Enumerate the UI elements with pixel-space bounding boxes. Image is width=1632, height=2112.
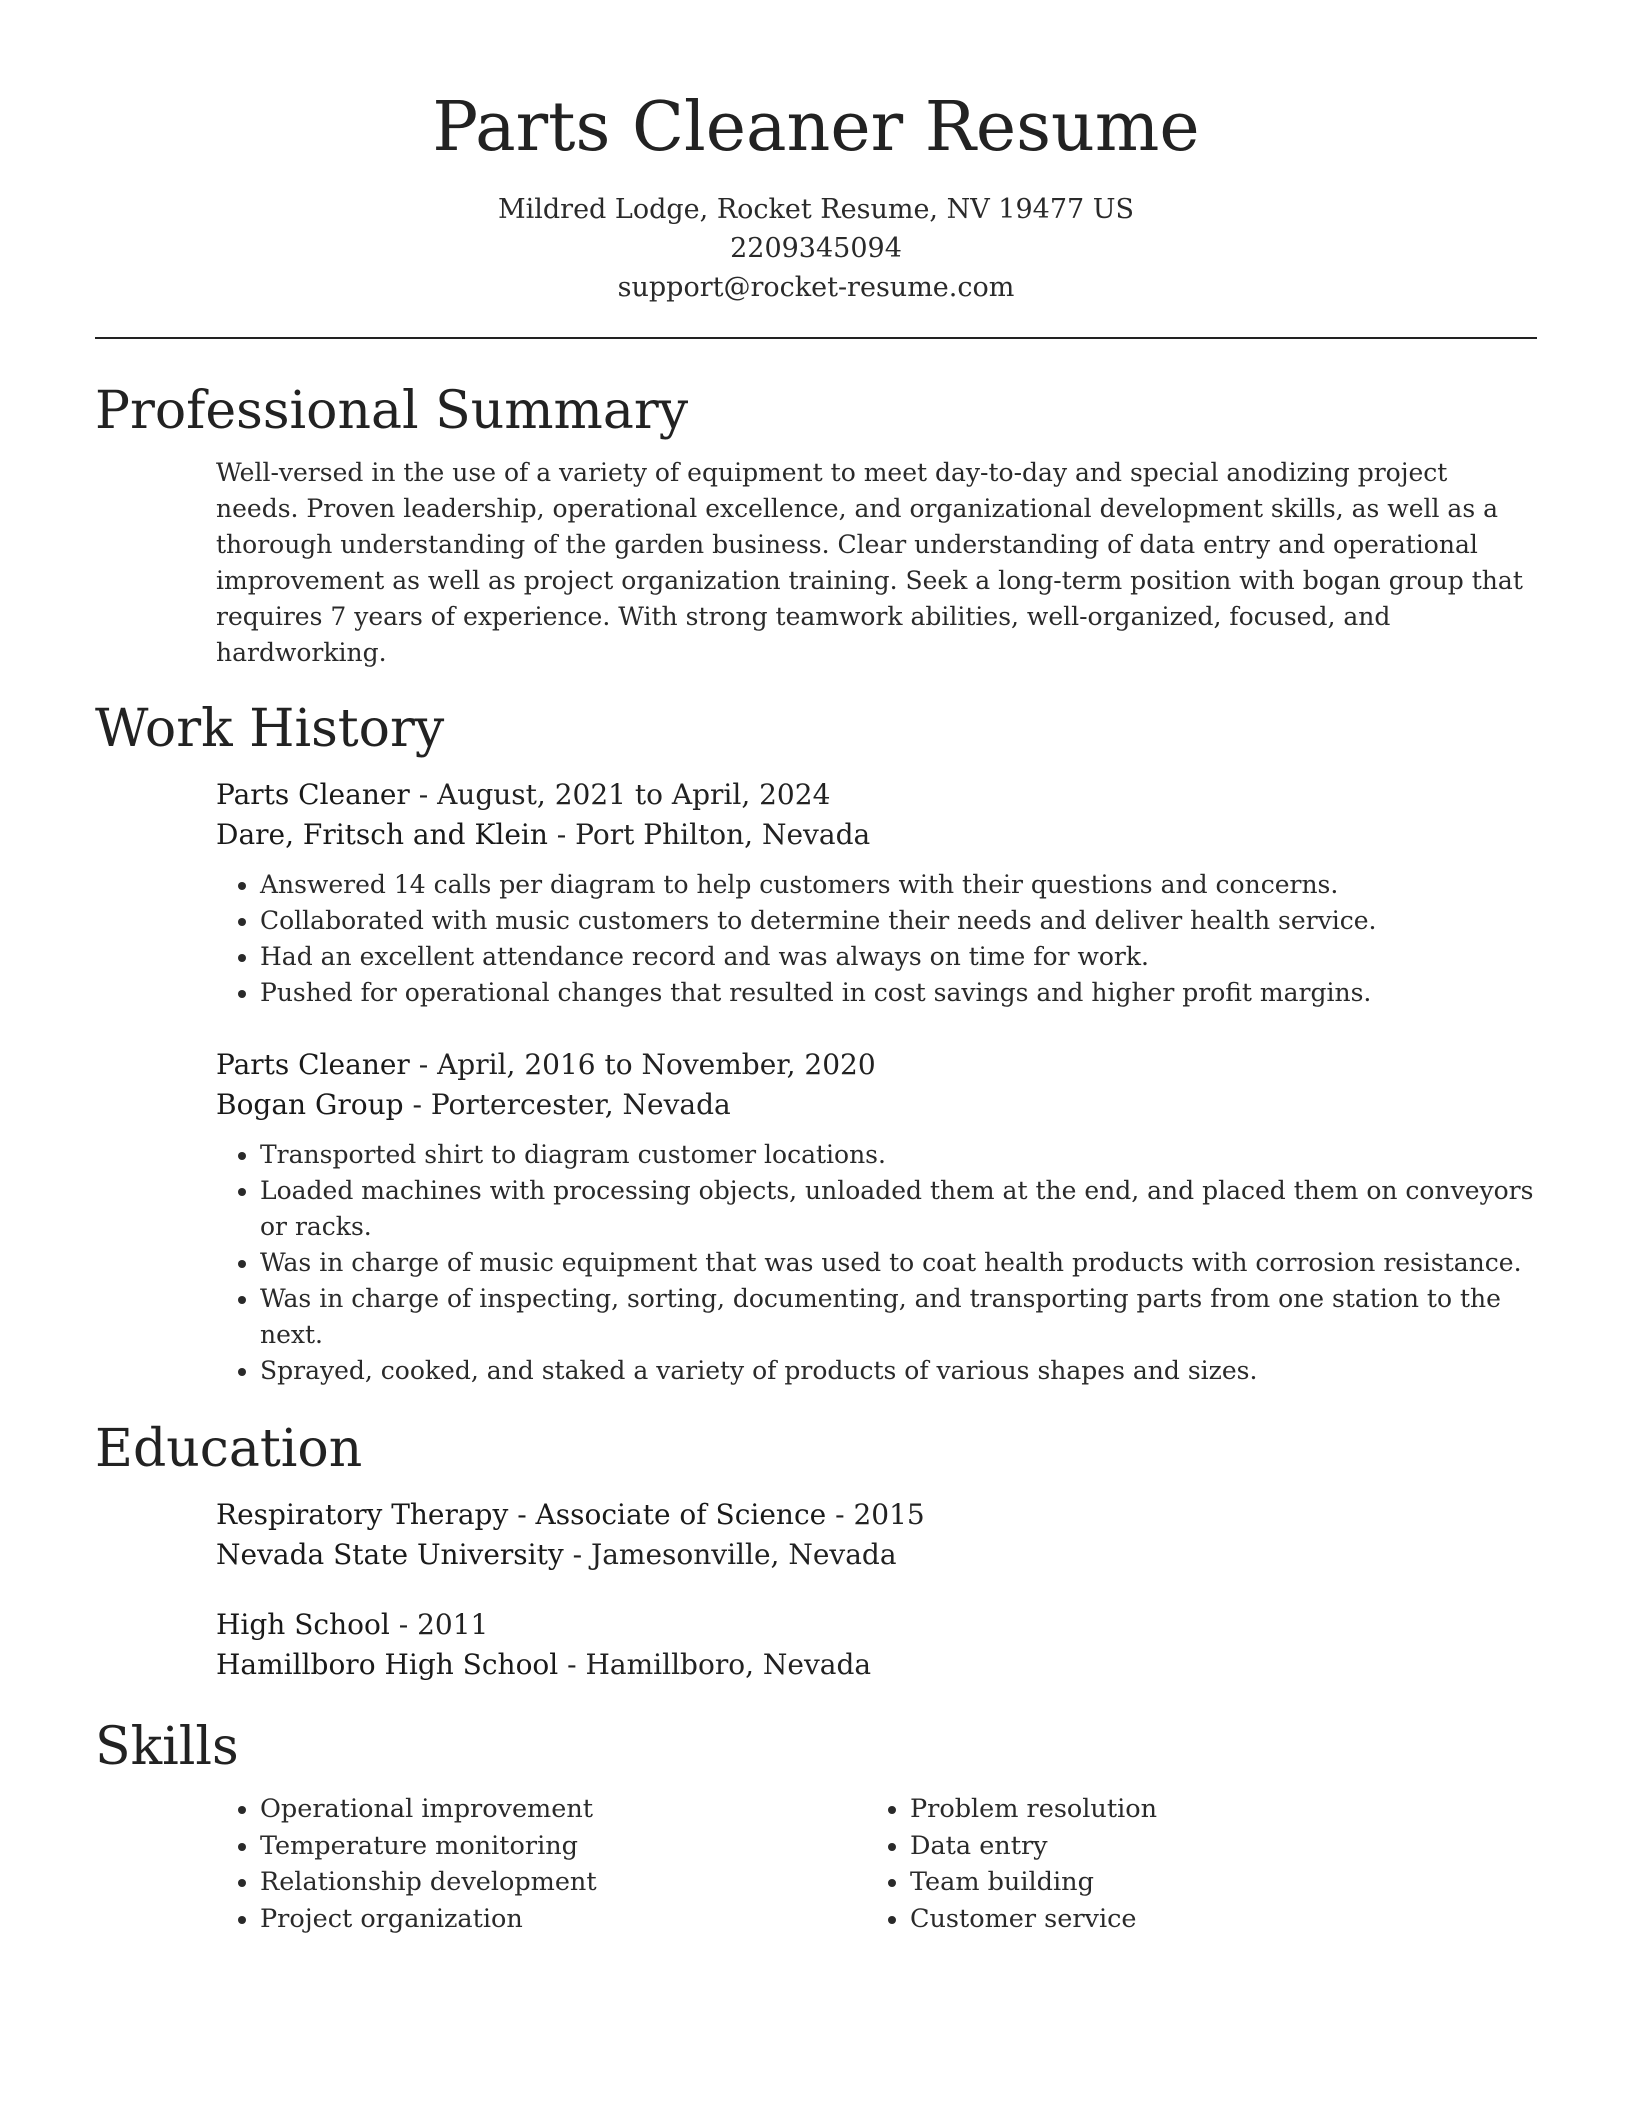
education-program-line: [216, 1605, 1537, 1645]
job-location: Port Philton, Nevada: [575, 818, 871, 851]
separator: -: [403, 1088, 431, 1121]
job-company: Dare, Fritsch and Klein: [216, 818, 548, 851]
list-item: • Was in charge of music equipment that was used to coat health products with corrosion resistance.: [260, 1245, 1537, 1281]
list-item: • Relationship development: [260, 1864, 866, 1901]
summary-body: [216, 455, 1537, 671]
job-role: Parts Cleaner: [216, 1048, 410, 1081]
education-location: Jamesonville, Nevada: [590, 1538, 897, 1571]
separator: -: [409, 778, 438, 811]
job-dates: August, 2021 to April, 2024: [437, 778, 831, 811]
education-school: Hamillboro High School: [216, 1648, 559, 1681]
contact-block: [0, 190, 1632, 307]
skills-section: [95, 1715, 1537, 1937]
list-item: • Project organization: [260, 1901, 866, 1938]
list-item: • Loaded machines with processing objects, unloaded them at the end, and placed them on conveyors or racks.: [260, 1173, 1537, 1245]
skills-heading: Skills: [95, 1717, 239, 1777]
job-location: Portercester, Nevada: [430, 1088, 731, 1121]
education-section: [95, 1417, 1537, 1685]
list-item: • Transported shirt to diagram customer locations.: [260, 1137, 1537, 1173]
education-body: [216, 1495, 1537, 1685]
list-item: • Customer service: [910, 1901, 1516, 1938]
header-divider: [95, 337, 1537, 339]
job-bullets: [216, 1137, 1537, 1389]
list-item: • Sprayed, cooked, and staked a variety of products of various shapes and sizes.: [260, 1353, 1537, 1389]
education-heading: Education: [95, 1419, 363, 1479]
education-entry: [216, 1605, 1537, 1685]
job-entry: [216, 1045, 1537, 1389]
list-item: • Had an excellent attendance record and was always on time for work.: [260, 939, 1537, 975]
list-item: • Was in charge of inspecting, sorting, documenting, and transporting parts from one station to the next.: [260, 1281, 1537, 1353]
separator: -: [547, 818, 576, 851]
education-program: Respiratory Therapy - Associate of Science: [216, 1498, 827, 1531]
resume-header: [0, 0, 1632, 307]
job-company-line: [216, 815, 1537, 855]
job-company-line: [216, 1085, 1537, 1125]
work-section: [95, 697, 1537, 1389]
education-year: 2011: [417, 1608, 489, 1641]
education-school-line: [216, 1535, 1537, 1575]
education-program-line: [216, 1495, 1537, 1535]
contact-address: Mildred Lodge, Rocket Resume, NV 19477 US: [497, 194, 1135, 225]
separator: -: [409, 1048, 438, 1081]
job-company: Bogan Group: [216, 1088, 404, 1121]
skills-list: [216, 1791, 866, 1937]
separator: -: [558, 1648, 586, 1681]
skills-column-left: [216, 1791, 866, 1937]
education-school-line: [216, 1645, 1537, 1685]
list-item: • Problem resolution: [910, 1791, 1516, 1828]
skills-grid: [216, 1791, 1537, 1937]
separator: -: [563, 1538, 591, 1571]
resume-title: Parts Cleaner Resume: [432, 88, 1200, 167]
job-dates: April, 2016 to November, 2020: [437, 1048, 876, 1081]
education-school: Nevada State University: [216, 1538, 564, 1571]
list-item: • Data entry: [910, 1828, 1516, 1865]
job-bullets: [216, 867, 1537, 1011]
separator: -: [389, 1608, 418, 1641]
skills-column-right: [866, 1791, 1516, 1937]
job-entry: [216, 775, 1537, 1011]
list-item: • Team building: [910, 1864, 1516, 1901]
skills-list: [866, 1791, 1516, 1937]
education-year: 2015: [853, 1498, 925, 1531]
summary-section: [95, 379, 1537, 671]
job-title-line: [216, 1045, 1537, 1085]
contact-phone: 2209345094: [730, 233, 902, 264]
work-body: [216, 775, 1537, 1389]
contact-email: support@rocket-resume.com: [617, 272, 1015, 303]
summary-text: Well-versed in the use of a variety of equipment to meet day-to-day and special anodizing project needs. Proven leadership, operational excellence, and organizational development skills, as well as a thorough understanding of the garden business. Clear understanding of data entry and operational improvement as well as project organization training. Seek a long-term position with bogan group that requires 7 years of experience. With strong teamwork abilities, well-organized, focused, and hardworking.: [216, 458, 1523, 667]
job-role: Parts Cleaner: [216, 778, 410, 811]
summary-heading: Professional Summary: [95, 381, 689, 441]
list-item: • Temperature monitoring: [260, 1828, 866, 1865]
education-location: Hamillboro, Nevada: [585, 1648, 872, 1681]
separator: -: [826, 1498, 854, 1531]
education-program: High School: [216, 1608, 390, 1641]
job-title-line: [216, 775, 1537, 815]
list-item: • Collaborated with music customers to determine their needs and deliver health service.: [260, 903, 1537, 939]
list-item: • Pushed for operational changes that resulted in cost savings and higher profit margins.: [260, 975, 1537, 1011]
list-item: • Operational improvement: [260, 1791, 866, 1828]
list-item: • Answered 14 calls per diagram to help customers with their questions and concerns.: [260, 867, 1537, 903]
education-entry: [216, 1495, 1537, 1575]
work-heading: Work History: [95, 699, 445, 759]
